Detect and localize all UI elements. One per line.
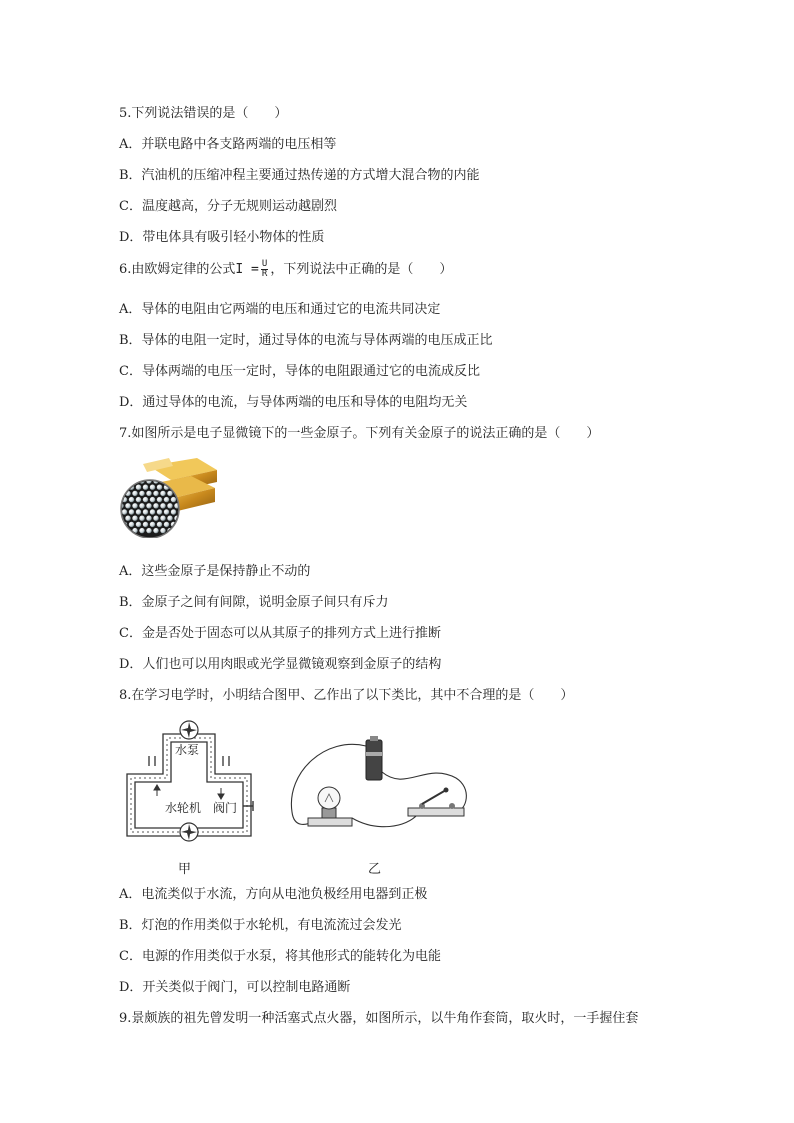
gold-atom <box>122 485 127 490</box>
gold-atom <box>185 522 190 527</box>
gold-atom <box>153 491 158 496</box>
figure-yi-caption: 乙 <box>368 862 382 877</box>
q6-option-b: B．导体的电阻一定时，通过导体的电流与导体两端的电压成正比 <box>119 333 493 348</box>
formula-fraction <box>261 260 268 279</box>
gold-atom <box>143 485 148 490</box>
formula-numerator: U <box>261 259 268 269</box>
q5-option-c: C．温度越高，分子无规则运动越剧烈 <box>119 199 337 214</box>
battery-icon <box>366 736 382 780</box>
gold-atom <box>139 491 144 496</box>
water-pump-icon <box>180 721 198 739</box>
q7-option-c: C．金是否处于固态可以从其原子的排列方式上进行推断 <box>119 626 441 641</box>
gold-atom <box>178 522 183 527</box>
gold-atom <box>171 497 176 502</box>
gold-atom <box>181 516 186 521</box>
gold-atom <box>150 522 155 527</box>
gold-atom <box>167 503 172 508</box>
gold-atom <box>143 509 148 514</box>
q8-option-c: C．电源的作用类似于水泵，将其他形式的能转化为电能 <box>119 949 441 964</box>
gold-atom <box>153 516 158 521</box>
gold-atom <box>136 497 141 502</box>
gold-atom <box>153 503 158 508</box>
turbine-wheel-icon <box>180 823 198 841</box>
gold-atom <box>164 497 169 502</box>
gold-atom <box>150 497 155 502</box>
gold-atom <box>160 491 165 496</box>
q5-option-a: A．并联电路中各支路两端的电压相等 <box>119 137 337 152</box>
electric-circuit-figure <box>286 732 472 840</box>
pump-label: 水泵 <box>175 743 200 757</box>
gold-atom <box>181 528 186 533</box>
gold-atom <box>136 522 141 527</box>
gold-atom <box>129 509 134 514</box>
gold-atom <box>185 509 190 514</box>
formula-denominator: R <box>261 269 268 279</box>
gold-atom <box>125 503 130 508</box>
gold-atom <box>160 528 165 533</box>
gold-atom <box>139 503 144 508</box>
gold-atom <box>164 522 169 527</box>
lamp-icon <box>308 787 352 826</box>
gold-atom <box>119 478 124 483</box>
gold-atom <box>143 522 148 527</box>
q9-stem: 9.景颇族的祖先曾发明一种活塞式点火器，如图所示，以牛角作套筒，取火时，一手握住套 <box>119 1011 639 1026</box>
gold-atom <box>164 509 169 514</box>
q5-option-d: D．带电体具有吸引轻小物体的性质 <box>119 230 325 245</box>
gold-atom <box>150 485 155 490</box>
q6-option-c: C．导体两端的电压一定时，导体的电阻跟通过它的电流成反比 <box>119 364 480 379</box>
gold-atom <box>125 516 130 521</box>
q6-stem-prefix: 6.由欧姆定律的公式 <box>119 262 236 277</box>
q7-stem: 7.如图所示是电子显微镜下的一些金原子。下列有关金原子的说法正确的是（ ） <box>119 426 600 441</box>
q7-option-d: D．人们也可以用肉眼或光学显微镜观察到金原子的结构 <box>119 657 442 672</box>
gold-atom <box>136 509 141 514</box>
q8-option-d: D．开关类似于阀门，可以控制电路通断 <box>119 980 351 995</box>
gold-atom <box>129 497 134 502</box>
gold-atom <box>129 522 134 527</box>
q5-option-b: B．汽油机的压缩冲程主要通过热传递的方式增大混合物的内能 <box>119 168 480 183</box>
gold-atoms-figure <box>119 456 223 538</box>
q5-stem: 5.下列说法错误的是（ ） <box>119 106 288 121</box>
gold-atom <box>153 528 158 533</box>
gold-atom <box>167 516 172 521</box>
gold-atom <box>146 528 151 533</box>
formula-lhs: I = <box>235 262 259 277</box>
valve-label: 阀门 <box>213 801 238 815</box>
gold-atom <box>136 485 141 490</box>
figure-jia-caption: 甲 <box>178 862 192 877</box>
gold-atom <box>150 509 155 514</box>
gold-atom <box>132 516 137 521</box>
q6-option-d: D．通过导体的电流，与导体两端的电压和导体的电阻均无关 <box>119 395 468 410</box>
gold-atom <box>119 528 124 533</box>
gold-atom <box>139 528 144 533</box>
q8-option-a: A．电流类似于水流，方向从电池负极经用电器到正极 <box>119 887 428 902</box>
q7-option-b: B．金原子之间有间隙，说明金原子间只有斥力 <box>119 595 389 610</box>
gold-atom <box>157 497 162 502</box>
gold-atom <box>157 522 162 527</box>
q8-stem: 8.在学习电学时，小明结合图甲、乙作出了以下类比，其中不合理的是（ ） <box>119 688 574 703</box>
gold-atom <box>132 491 137 496</box>
q6-option-a: A．导体的电阻由它两端的电压和通过它的电流共同决定 <box>119 302 441 317</box>
gold-atom <box>174 528 179 533</box>
gold-atom <box>146 503 151 508</box>
gold-atom <box>171 509 176 514</box>
gold-atom <box>132 503 137 508</box>
gold-atom <box>160 503 165 508</box>
turbine-label: 水轮机 <box>165 801 202 815</box>
gold-atom <box>125 478 130 483</box>
ohm-formula <box>235 259 270 279</box>
q8-option-b: B．灯泡的作用类似于水轮机，有电流流过会发光 <box>119 918 402 933</box>
switch-icon <box>408 788 464 817</box>
q6-stem <box>119 260 452 279</box>
water-circuit-figure <box>119 716 259 844</box>
gold-atom <box>160 516 165 521</box>
gold-atom <box>157 509 162 514</box>
gold-atom <box>146 516 151 521</box>
q7-option-a: A．这些金原子是保持静止不动的 <box>119 564 311 579</box>
q6-stem-suffix: ，下列说法中正确的是（ ） <box>270 262 453 277</box>
gold-atom <box>146 491 151 496</box>
gold-atom <box>122 509 127 514</box>
gold-atom <box>119 491 124 496</box>
gold-atom <box>157 485 162 490</box>
gold-atom <box>143 497 148 502</box>
gold-atom <box>139 516 144 521</box>
